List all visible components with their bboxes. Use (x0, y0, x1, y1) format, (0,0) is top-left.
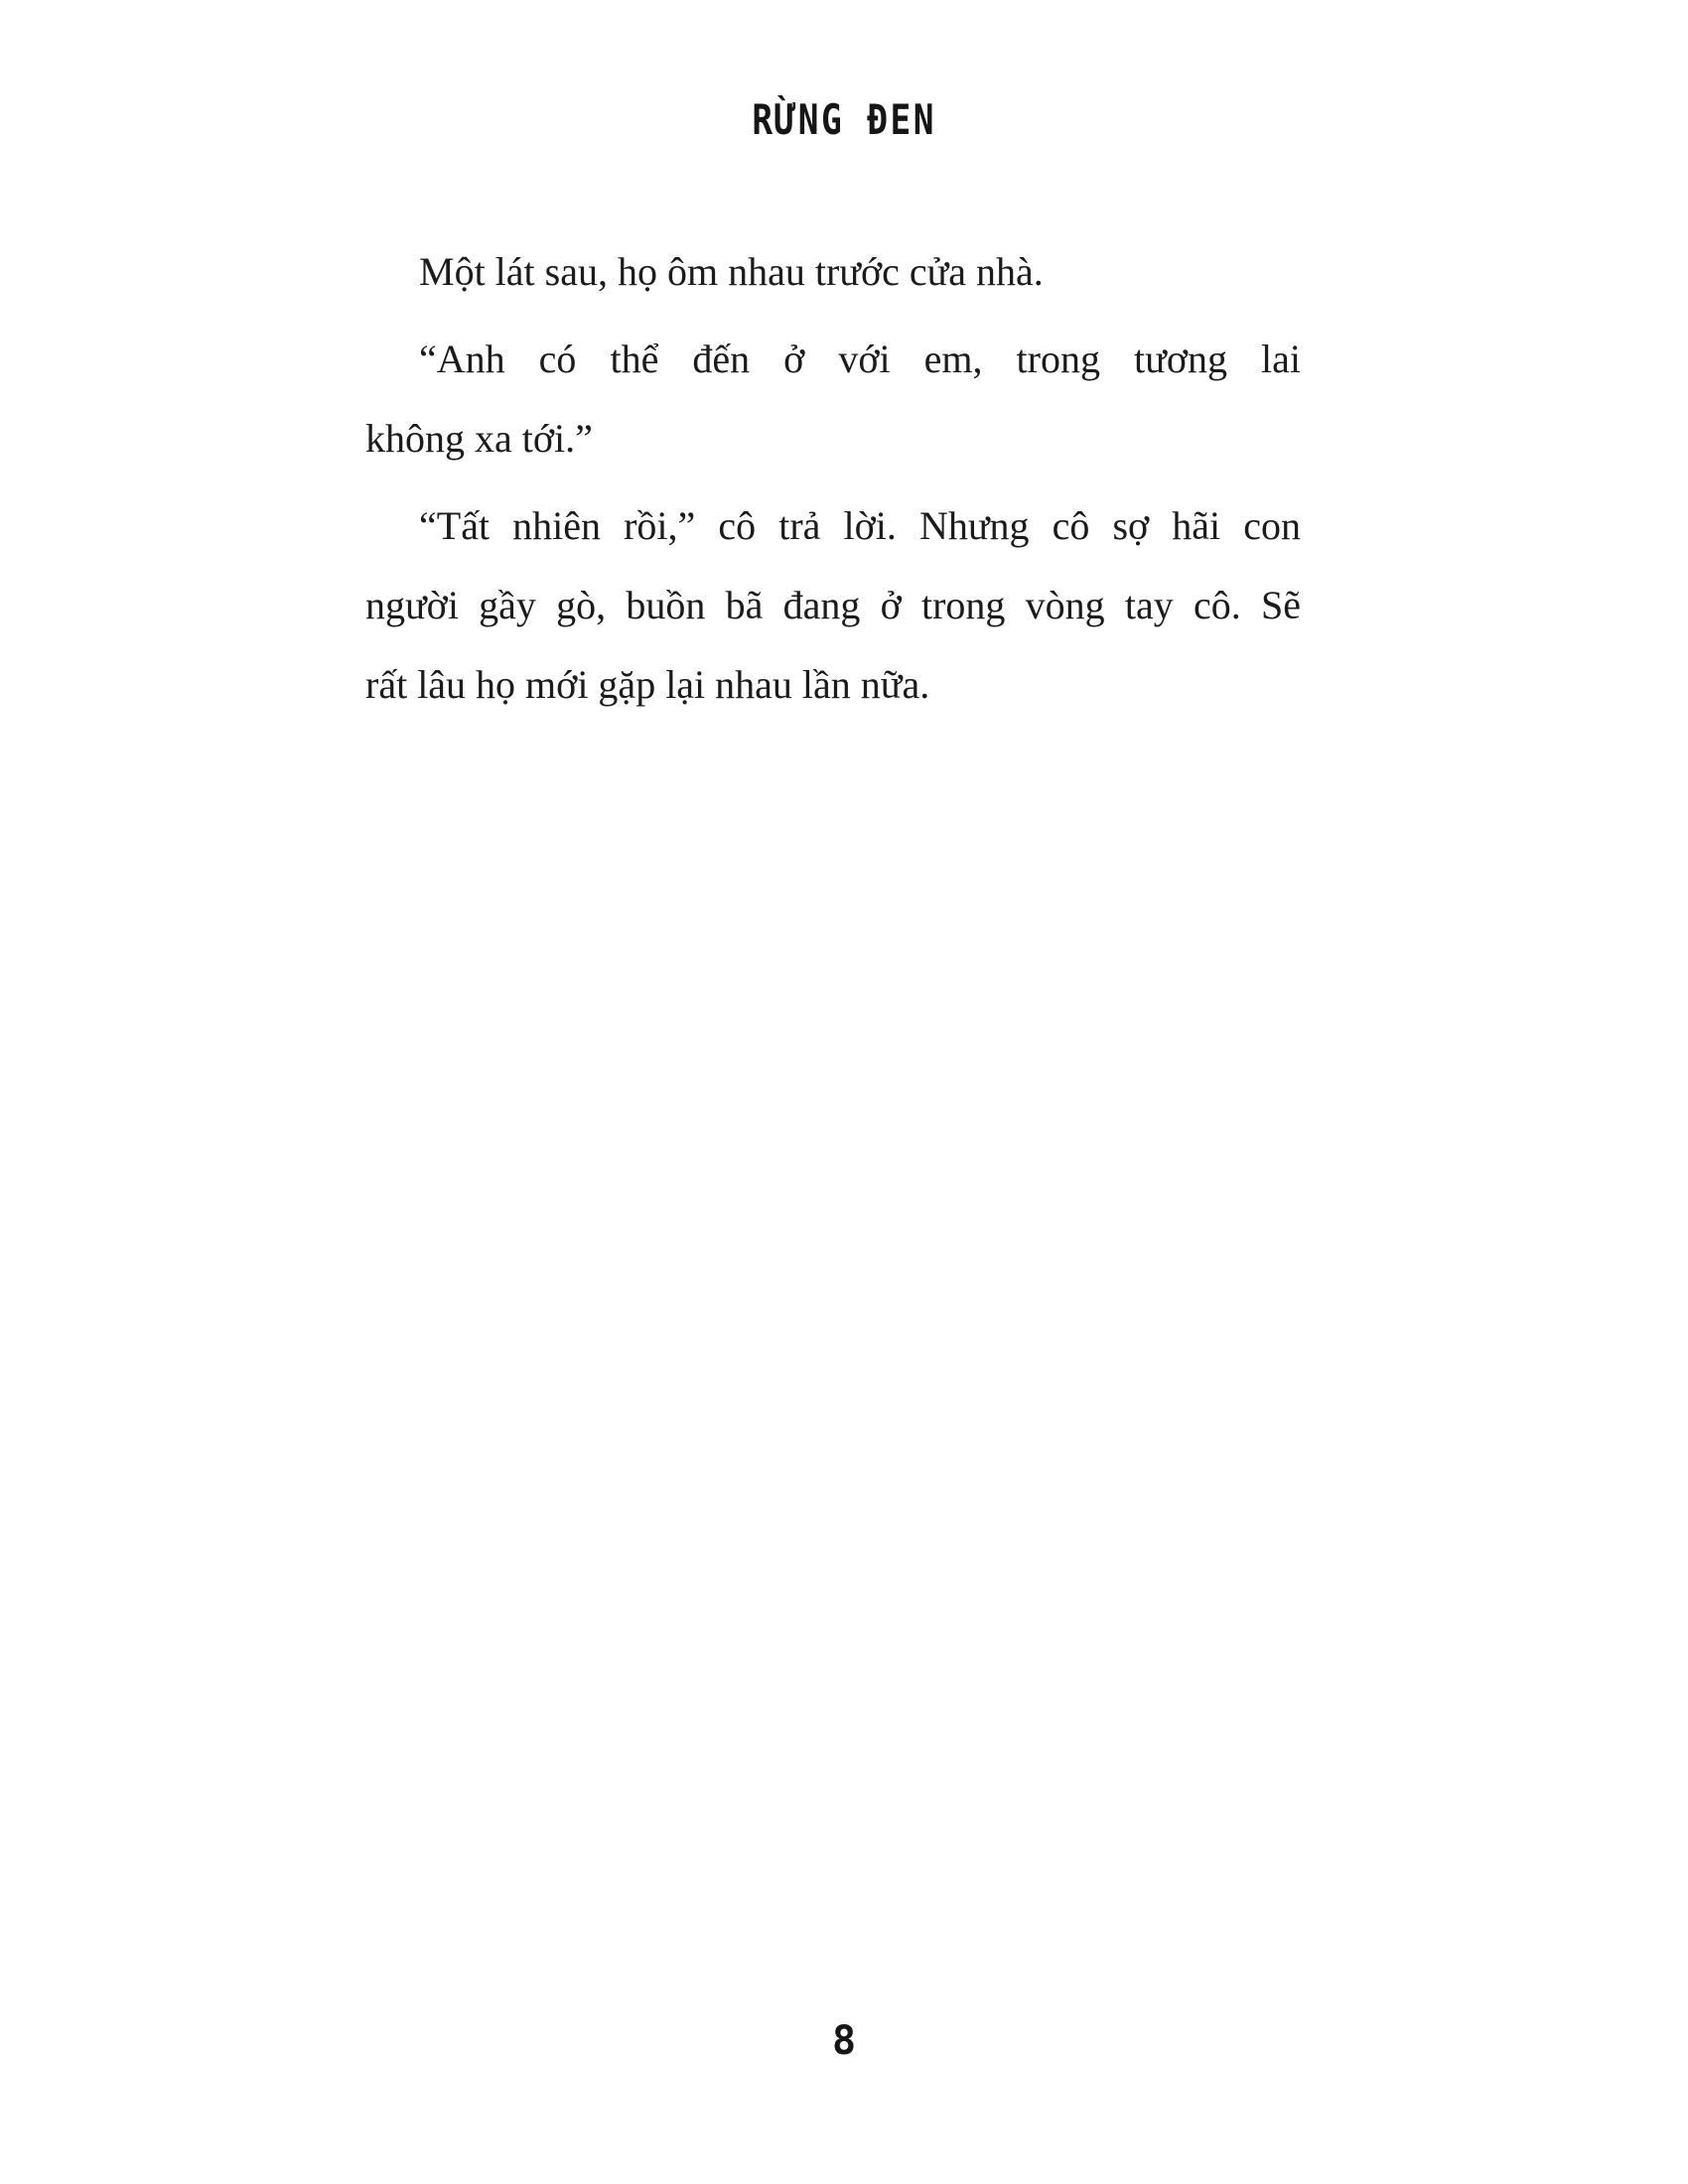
paragraph-1 (365, 232, 1301, 312)
body-text (365, 232, 1301, 725)
book-title-header: RỪNG ĐEN (752, 95, 936, 144)
text-line: “Anh có thể đến ở với em, trong tương lai (419, 337, 1301, 381)
paragraph-2 (365, 320, 1301, 478)
paragraph-3 (365, 486, 1301, 725)
text-line: không xa tới.” (365, 416, 593, 461)
page-number: 8 (831, 2018, 857, 2064)
text-line: người gầy gò, buồn bã đang ở trong vòng tay cô. Sẽ (365, 583, 1301, 627)
running-header (0, 95, 1688, 144)
text-line: Một lát sau, họ ôm nhau trước cửa nhà. (419, 249, 1044, 294)
text-line: “Tất nhiên rồi,” cô trả lời. Nhưng cô sợ hãi con (419, 503, 1301, 548)
text-line: rất lâu họ mới gặp lại nhau lần nữa. (365, 662, 930, 707)
